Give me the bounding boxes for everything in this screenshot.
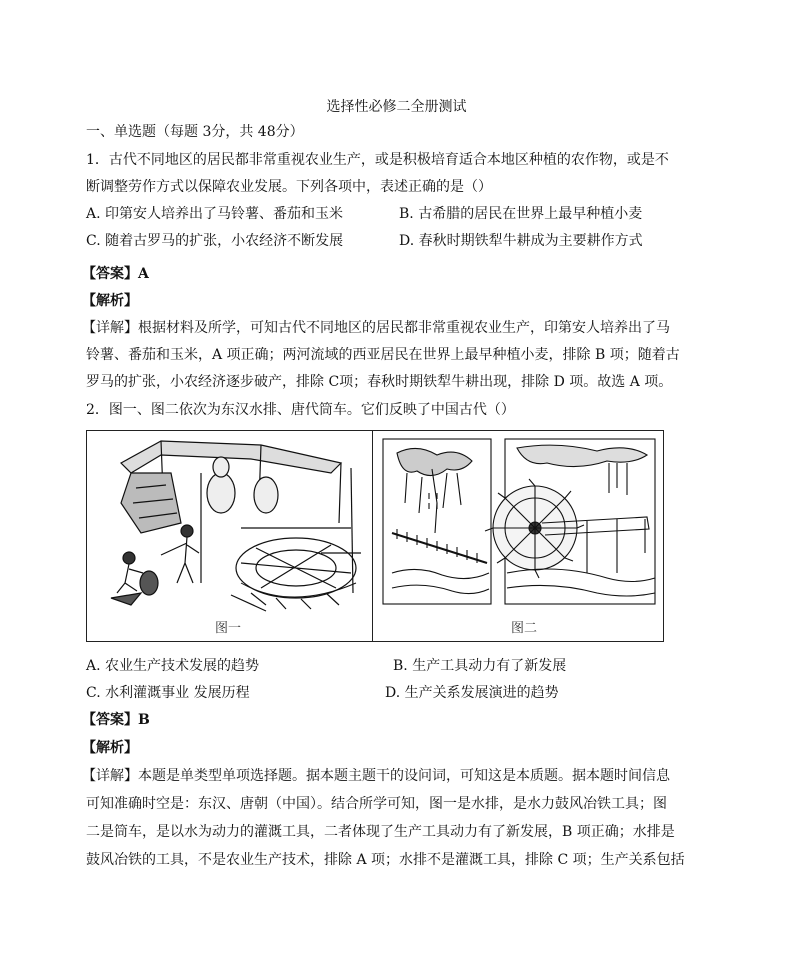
q2-option-c: C. 水利灌溉事业 发展历程: [86, 685, 250, 701]
q2-stem: 2．图一、图二依次为东汉水排、唐代筒车。它们反映了中国古代（）: [86, 402, 515, 418]
q1-option-c: C. 随着古罗马的扩张，小农经济不断发展: [86, 233, 344, 249]
q2-option-a: A. 农业生产技术发展的趋势: [86, 658, 260, 674]
figure-2-caption: 图二: [511, 621, 538, 636]
q1-option-d: D. 春秋时期铁犁牛耕成为主要耕作方式: [399, 233, 643, 249]
q2-detail-line2: 可知准确时空是：东汉、唐朝（中国）。结合所学可知，图一是水排，是水力鼓风冶铁工具；图: [86, 796, 667, 812]
q2-option-d: D. 生产关系发展演进的趋势: [385, 685, 559, 701]
q2-answer: 【答案】B: [82, 712, 150, 728]
q1-answer: 【答案】A: [82, 266, 149, 282]
q1-detail-line2: 铃薯、番茄和玉米，A 项正确；两河流域的西亚居民在世界上最早种植小麦，排除 B 项；随着古: [86, 347, 680, 363]
q1-detail-line3: 罗马的扩张，小农经济逐步破产，排除 C项；春秋时期铁犁牛耕出现，排除 D 项。故选 A 项。: [86, 374, 673, 390]
q2-figure-box: [86, 430, 664, 642]
q2-detail-line3: 二是筒车，是以水为动力的灌溉工具，二者体现了生产工具动力有了新发展，B 项正确；水排是: [86, 824, 675, 840]
page-title: 选择性必修二全册测试: [326, 99, 467, 115]
q2-detail-line1: 【详解】本题是单类型单项选择题。据本题主题干的设问词，可知这是本质题。据本题时间信息: [82, 768, 670, 784]
figure-divider: [372, 431, 373, 641]
q2-option-b: B. 生产工具动力有了新发展: [393, 658, 567, 674]
figure-1-caption: 图一: [215, 621, 242, 636]
q2-detail-line4: 鼓风冶铁的工具，不是农业生产技术，排除 A 项；水排不是灌溉工具，排除 C 项；生产关系包括: [86, 852, 685, 868]
q2-analysis-label: 【解析】: [82, 740, 138, 756]
q1-stem-line2: 断调整劳作方式以保障农业发展。下列各项中，表述正确的是（）: [86, 179, 492, 195]
q1-stem-line1: 1．古代不同地区的居民都非常重视农业生产，或是积极培育适合本地区种植的农作物，或是不: [86, 152, 669, 168]
figure-2-illustration: [377, 433, 661, 638]
q1-analysis-label: 【解析】: [82, 293, 138, 309]
q1-detail-line1: 【详解】根据材料及所学，可知古代不同地区的居民都非常重视农业生产，印第安人培养出了马: [82, 320, 670, 336]
section-heading: 一、单选题（每题 3分，共 48分）: [86, 124, 304, 140]
figure-1-illustration: [91, 433, 369, 638]
q1-option-b: B. 古希腊的居民在世界上最早种植小麦: [399, 206, 643, 222]
q1-option-a: A. 印第安人培养出了马铃薯、番茄和玉米: [86, 206, 344, 222]
